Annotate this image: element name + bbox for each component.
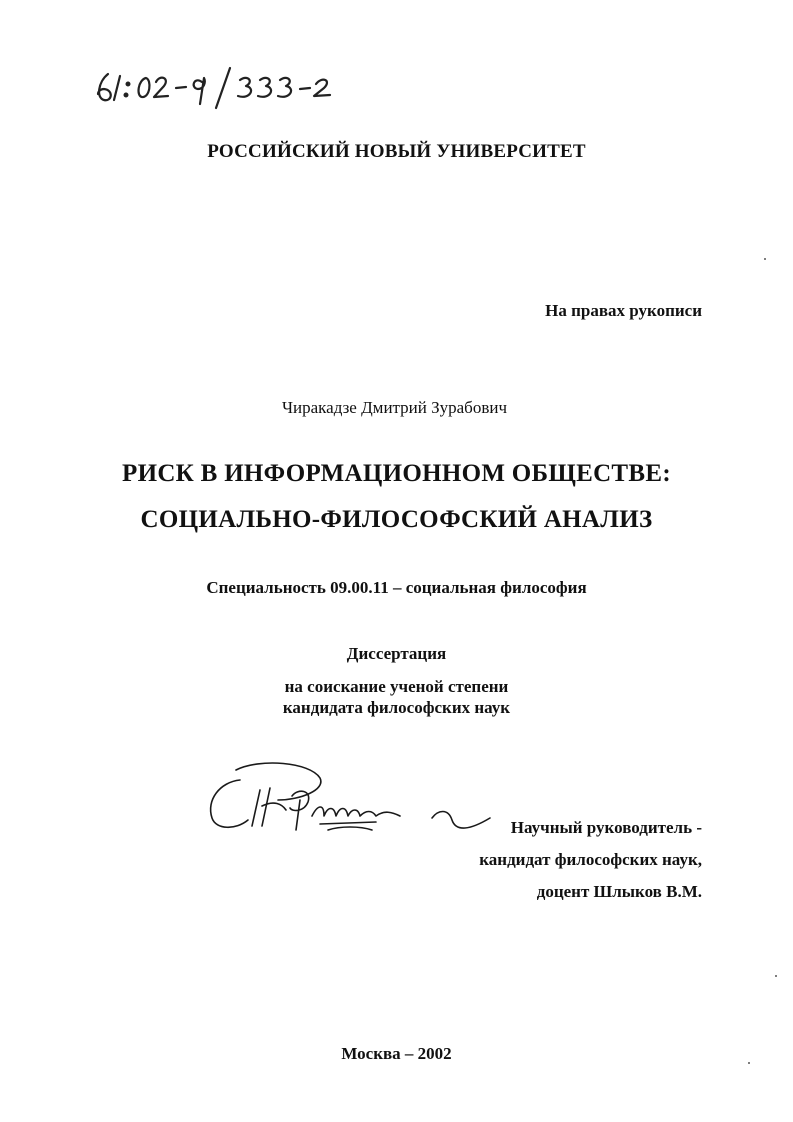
- degree-line-2: кандидата философских наук: [282, 698, 511, 717]
- author-name: [0, 398, 793, 418]
- signature-image: [200, 760, 500, 840]
- handwritten-archive-code: [90, 62, 370, 112]
- manuscript-rights-note: На правах рукописи: [545, 301, 702, 320]
- dissertation-title-line-2: СОЦИАЛЬНО-ФИЛОСОФСКИЙ АНАЛИЗ: [140, 506, 653, 533]
- scan-speck: [764, 258, 766, 260]
- degree-line-1: на соискание ученой степени: [284, 677, 509, 696]
- scan-speck: [775, 975, 777, 977]
- author-name-text: Чиракадзе Дмитрий Зурабович: [281, 398, 508, 417]
- dissertation-title-line-1: РИСК В ИНФОРМАЦИОННОМ ОБЩЕСТВЕ:: [122, 460, 671, 487]
- scan-speck: [748, 1062, 750, 1064]
- university-name: РОССИЙСКИЙ НОВЫЙ УНИВЕРСИТЕТ: [207, 141, 586, 162]
- supervisor-line-1: Научный руководитель -: [510, 818, 702, 837]
- city-and-year: Москва – 2002: [341, 1044, 452, 1063]
- document-type: Диссертация: [346, 644, 447, 663]
- supervisor-line-2: кандидат философских наук,: [479, 850, 702, 869]
- specialty-line: Специальность 09.00.11 – социальная философия: [206, 578, 587, 597]
- supervisor-line-3: доцент Шлыков В.М.: [536, 882, 702, 901]
